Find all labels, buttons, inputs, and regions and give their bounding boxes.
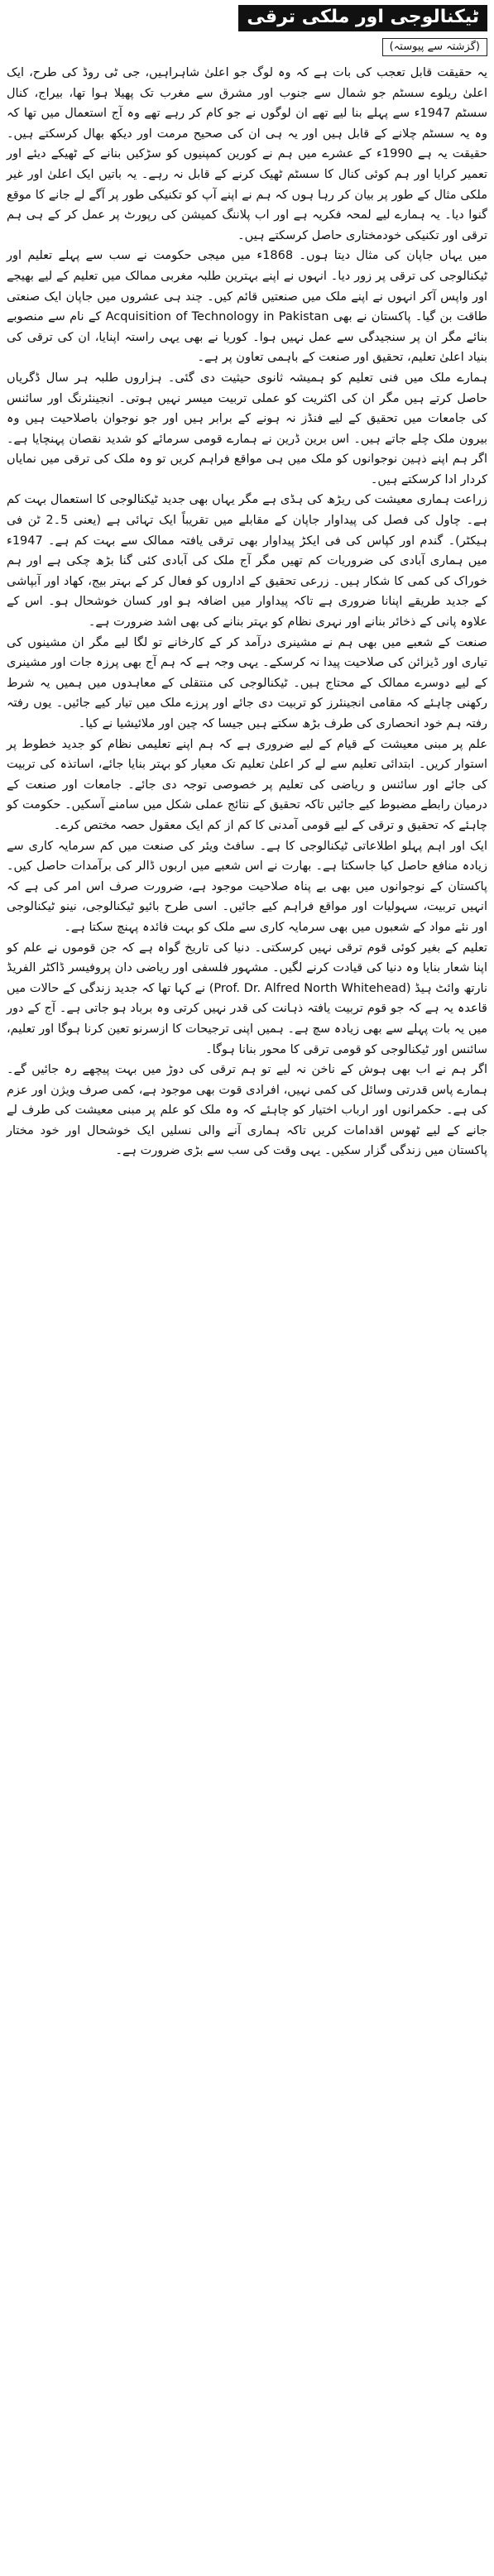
paragraph: علم پر مبنی معیشت کے قیام کے لیے ضروری ہے کہ ہم اپنے تعلیمی نظام کو جدید خطوط پر استوار کریں۔ ابتدائی تعلیم سے لے کر اعلیٰ تعلیم تک معیار کو بہتر بنایا جائے، اساتذہ کی تربیت کی جائے اور سائنس و ریاضی کی تعلیم پر خصوصی توجہ دی جائے۔ جامعات اور صنعت کے درمیان رابطے مضبوط کیے جائیں تاکہ تحقیق کے نتائج عملی شکل میں سامنے آسکیں۔ حکومت کو چاہئے کہ تحقیق و ترقی کے لیے قومی آمدنی کا کم از کم ایک معقول حصہ مختص کرے۔ xyxy=(7,737,487,832)
paragraph: اگر ہم نے اب بھی ہوش کے ناخن نہ لیے تو ہم ترقی کی دوڑ میں بہت پیچھے رہ جائیں گے۔ ہمارے پاس قدرتی وسائل کی کمی نہیں، افرادی قوت بھی موجود ہے، کمی صرف ویژن اور عزم کی ہے۔ حکمرانوں اور ارباب اختیار کو چاہئے کہ وہ ملک کو علم پر مبنی معیشت کی طرف لے جانے کے لیے ٹھوس اقدامات کریں تاکہ ہماری آنے والی نسلیں ایک خوشحال اور خود مختار پاکستان میں زندگی گزار سکیں۔ یہی وقت کی سب سے بڑی ضرورت ہے۔ xyxy=(7,1063,487,1158)
paragraph: ہمارے ملک میں فنی تعلیم کو ہمیشہ ثانوی حیثیت دی گئی۔ ہزاروں طلبہ ہر سال ڈگریاں حاصل کرتے ہیں مگر ان کی اکثریت کو عملی تربیت میسر نہیں ہوتی۔ انجینئرنگ اور سائنس کی جامعات میں تحقیق کے لیے فنڈز نہ ہونے کے برابر ہیں اور جو نوجوان باصلاحیت ہیں وہ بیرون ملک چلے جاتے ہیں۔ اس برین ڈرین نے ہمارے قومی سرمائے کو شدید نقصان پہنچایا ہے۔ اگر ہم اپنے ذہین نوجوانوں کو ملک میں ہی مواقع فراہم کریں تو وہ ملک کی ترقی میں نمایاں کردار ادا کرسکتے ہیں۔ xyxy=(7,371,487,486)
paragraph: صنعت کے شعبے میں بھی ہم نے مشینری درآمد کر کے کارخانے تو لگا لیے مگر ان مشینوں کی تیاری اور ڈیزائن کی صلاحیت پیدا نہ کرسکے۔ یہی وجہ ہے کہ ہم آج بھی پرزہ جات اور مشینری کے لیے دوسرے ممالک کے محتاج ہیں۔ ٹیکنالوجی کی منتقلی کے معاہدوں میں ہمیں یہ شرط رکھنی چاہئے کہ مقامی انجینئرز کو تربیت دی جائے اور پرزے ملک میں تیار کیے جائیں۔ یوں رفتہ رفتہ ہم خود انحصاری کی طرف بڑھ سکتے ہیں جیسا کہ چین اور ملائیشیا نے کیا۔ xyxy=(7,635,487,730)
article-title: ٹیکنالوجی اور ملکی ترقی xyxy=(238,5,487,31)
paragraph: تعلیم کے بغیر کوئی قوم ترقی نہیں کرسکتی۔ دنیا کی تاریخ گواہ ہے کہ جن قوموں نے علم کو اپنا شعار بنایا وہ دنیا کی قیادت کرنے لگیں۔ مشہور فلسفی اور ریاضی دان پروفیسر ڈاکٹر الفریڈ نارتھ وائٹ ہیڈ (Prof. Dr. Alfred North Whitehead) نے کہا تھا کہ جدید زندگی کے حالات میں قاعدہ یہ ہے کہ جو قوم تربیت یافتہ ذہانت کی قدر نہیں کرتی وہ برباد ہو جاتی ہے۔ آج کے دور میں یہ بات پہلے سے بھی زیادہ سچ ہے۔ ہمیں اپنی ترجیحات کا ازسرنو تعین کرنا ہوگا اور تعلیم، سائنس اور ٹیکنالوجی کو قومی ترقی کا محور بنانا ہوگا۔ xyxy=(7,941,487,1056)
continued-wrap xyxy=(7,36,487,63)
title-wrap xyxy=(7,5,487,31)
article-body xyxy=(7,63,487,1161)
paragraph: زراعت ہماری معیشت کی ریڑھ کی ہڈی ہے مگر یہاں بھی جدید ٹیکنالوجی کا استعمال بہت کم ہے۔ چاول کی فصل کی پیداوار جاپان کے مقابلے میں تقریباً ایک تہائی ہے (یعنی 5۔2 ٹن فی ہیکٹر)۔ گندم اور کپاس کی فی ایکڑ پیداوار بھی ترقی یافتہ ممالک سے بہت کم ہے۔ 1947ء میں ہماری آبادی کی ضروریات کم تھیں مگر آج ملک کی آبادی کئی گنا بڑھ چکی ہے اور ہم خوراک کی کمی کا شکار ہیں۔ زرعی تحقیق کے اداروں کو فعال کر کے بہتر بیج، کھاد اور آبپاشی کے جدید طریقے اپنانا ضروری ہے تاکہ پیداوار میں اضافہ ہو اور کسان خوشحال ہو۔ اس کے علاوہ پانی کے ذخائر بنانے اور نہری نظام کو بہتر بنانے کی بھی اشد ضرورت ہے۔ xyxy=(7,493,487,630)
continued-label: (گزشتہ سے پیوستہ) xyxy=(382,38,487,56)
paragraph: میں یہاں جاپان کی مثال دیتا ہوں۔ 1868ء میں میجی حکومت نے سب سے پہلے تعلیم اور ٹیکنالوجی کی ترقی پر زور دیا۔ انہوں نے اپنے بہترین طلبہ مغربی ممالک میں تعلیم کے لیے بھیجے اور واپس آکر انہوں نے اپنے ملک میں صنعتیں قائم کیں۔ چند ہی عشروں میں جاپان ایک صنعتی طاقت بن گیا۔ پاکستان نے بھی Acquisition of Technology in Pakistan کے نام سے منصوبے بنائے مگر ان پر سنجیدگی سے عمل نہیں ہوا۔ کوریا نے بھی یہی راستہ اپنایا، ان کی ترقی کی بنیاد اعلیٰ تعلیم، تحقیق اور صنعت کے باہمی تعاون پر ہے۔ xyxy=(7,249,487,365)
paragraph: یہ حقیقت قابل تعجب کی بات ہے کہ وہ لوگ جو اعلیٰ شاہراہیں، جی ٹی روڈ کی طرح، ایک اعلیٰ ریلوے سسٹم جو شمال سے جنوب اور مشرق سے مغرب تک پھیلا ہوا تھا، بیراج، کنال سسٹم 1947ء سے پہلے بنا لیے تھے ان لوگوں نے جو کام کر رہے تھے وہ آج استعمال میں تھا کہ وہ یہ سسٹم چلانے کے قابل ہیں اور یہ ہی ان کی صحیح مرمت اور دیکھ بھال کرسکتے ہیں۔ حقیقت یہ ہے 1990ء کے عشرے میں ہم نے کورین کمپنیوں کو سڑکیں بنانے کے ٹھیکے دیئے اور تعمیر کرایا اور ہم کوئی کنال کا سسٹم ٹھیک کرنے کے قابل نہ رہے۔ یہ باتیں ایک اعلیٰ اور غیر ملکی مثال کے طور پر بیان کر رہا ہوں کہ ہم نے اپنے آپ کو تکنیکی طور پر آگے لے جانے کا موقع گنوا دیا۔ یہ ہمارے لیے لمحہ فکریہ ہے اور اب پلاننگ کمیشن کی رپورٹ پر عمل کر کے ہی ہم ترقی اور تکنیکی خودمختاری حاصل کرسکتے ہیں۔ xyxy=(7,66,487,242)
paragraph: ایک اور اہم پہلو اطلاعاتی ٹیکنالوجی کا ہے۔ سافٹ ویئر کی صنعت میں کم سرمایہ کاری سے زیادہ منافع حاصل کیا جاسکتا ہے۔ بھارت نے اس شعبے میں اربوں ڈالر کی برآمدات حاصل کیں۔ پاکستان کے نوجوانوں میں بھی بے پناہ صلاحیت موجود ہے، ضرورت صرف اس امر کی ہے کہ انہیں تربیت، سہولیات اور مواقع فراہم کیے جائیں۔ اسی طرح بائیو ٹیکنالوجی، نینو ٹیکنالوجی اور نئے مواد کے شعبوں میں بھی سرمایہ کاری سے ملک کو بہت فائدہ پہنچ سکتا ہے۔ xyxy=(7,839,487,934)
